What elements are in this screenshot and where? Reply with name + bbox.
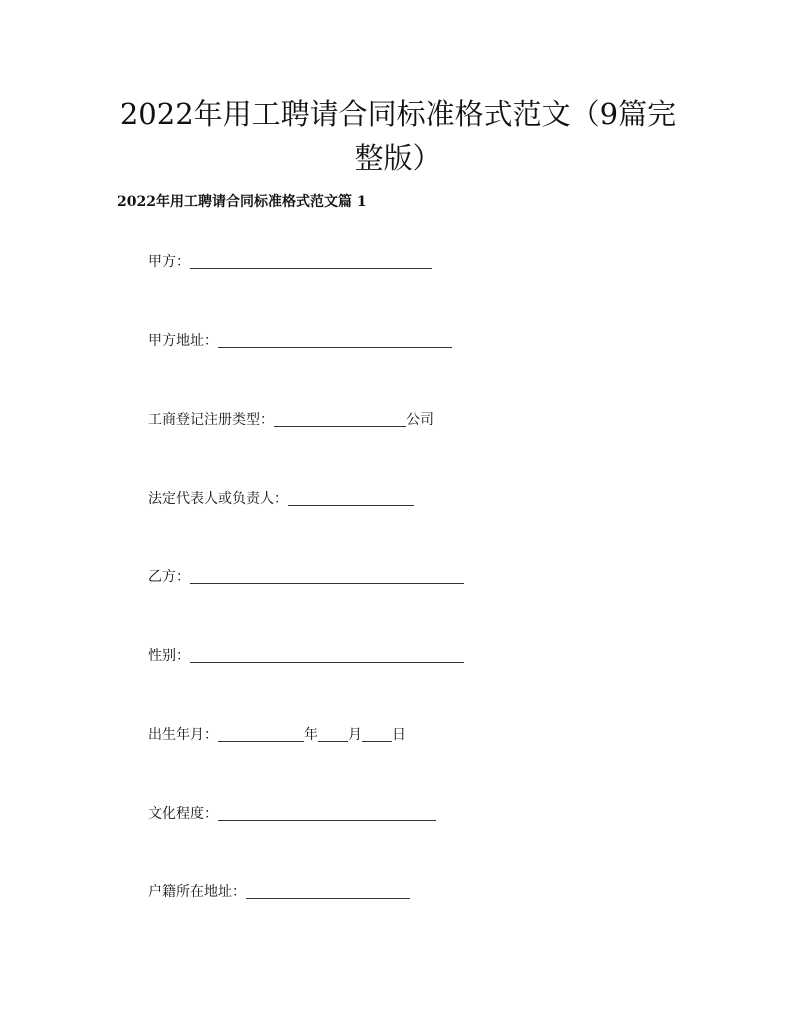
field-party-b-label: 乙方： [148,569,190,585]
document-title-line-2: 整版） [354,141,442,175]
section-heading: 2022年用工聘请合同标准格式范文篇 1 [117,194,367,210]
field-business-registration-type-suffix: 公司 [406,412,434,428]
field-legal-representative-label: 法定代表人或负责人： [148,491,288,507]
field-birth-date-year-unit: 年 [304,727,318,743]
field-education-level [148,804,436,824]
field-household-address-label: 户籍所在地址： [148,884,246,900]
field-gender [148,646,464,666]
field-legal-representative [148,489,414,509]
field-birth-date-day-unit: 日 [392,727,406,743]
field-birth-date-label: 出生年月： [148,727,218,743]
field-gender-label: 性别： [148,648,190,664]
field-birth-date-day-blank[interactable] [362,727,392,742]
field-birth-date-month-blank[interactable] [318,727,348,742]
field-birth-date [148,725,406,745]
field-birth-date-year-blank[interactable] [218,727,304,742]
field-party-b [148,567,464,587]
field-business-registration-type-label: 工商登记注册类型： [148,412,274,428]
field-party-a-label: 甲方： [148,254,190,270]
field-party-b-blank[interactable] [190,569,464,584]
field-legal-representative-blank[interactable] [288,491,414,506]
field-education-level-blank[interactable] [218,806,436,821]
field-business-registration-type [148,410,434,430]
field-party-a-address [148,331,452,351]
field-gender-blank[interactable] [190,648,464,663]
field-party-a-address-label: 甲方地址： [148,333,218,349]
document-title-line-1: 2022年用工聘请合同标准格式范文（9篇完 [119,97,677,131]
field-education-level-label: 文化程度： [148,806,218,822]
field-birth-date-month-unit: 月 [348,727,362,743]
field-household-address [148,882,410,902]
field-party-a-address-blank[interactable] [218,333,452,348]
field-party-a-blank[interactable] [190,254,432,269]
field-business-registration-type-blank[interactable] [274,412,406,427]
field-party-a [148,252,432,272]
field-household-address-blank[interactable] [246,884,410,899]
document-title [100,92,696,180]
